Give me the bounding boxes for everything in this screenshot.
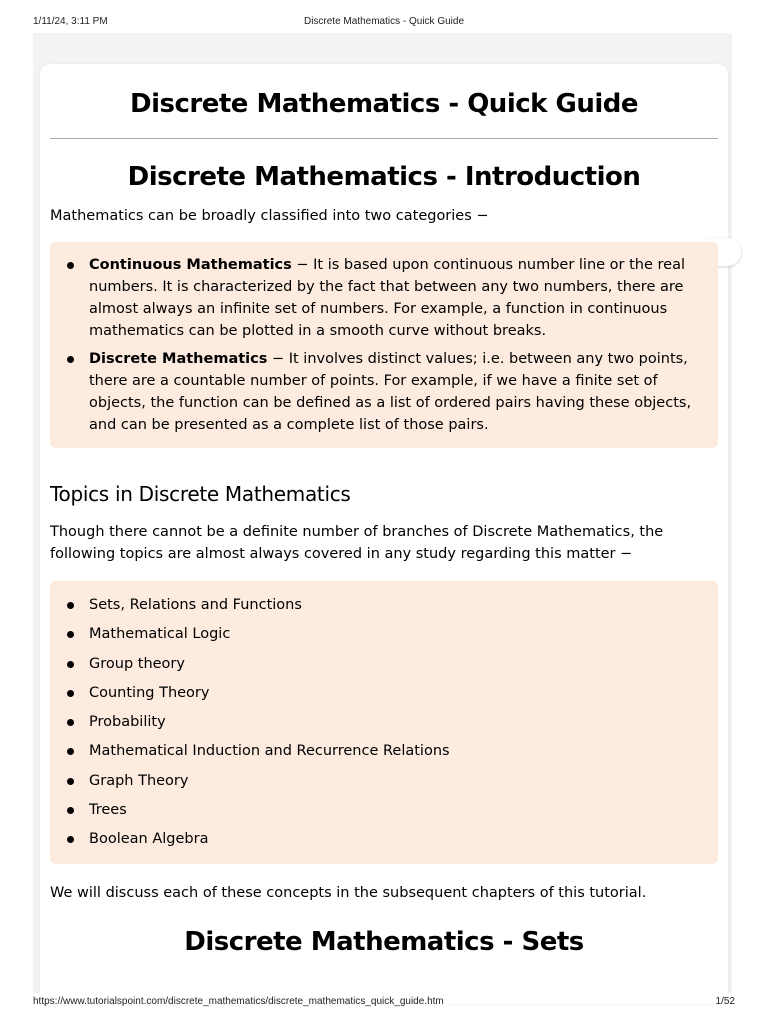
title-divider [50,138,718,139]
list-item: Graph Theory [66,770,698,792]
list-item: Mathematical Induction and Recurrence Relations [66,740,698,762]
list-item: Counting Theory [66,682,698,704]
categories-box [50,242,718,448]
print-date: 1/11/24, 3:11 PM [33,16,108,27]
category-description: − It involves distinct values; i.e. between any two points, there are a countable number of points. For example, if we have a finite set of objects, the function can be defined as a list of ordered pairs having these objects, and can be presented as a complete list of those pairs. [89,351,692,433]
article [50,64,718,960]
list-item: Sets, Relations and Functions [66,594,698,616]
print-url: https://www.tutorialspoint.com/discrete_mathematics/discrete_mathematics_quick_guide.htm [33,996,444,1007]
list-item: Probability [66,711,698,733]
categories-list [66,254,698,436]
topics-paragraph: Though there cannot be a definite number of branches of Discrete Mathematics, the following topics are almost always covered in any study regarding this matter − [50,524,664,562]
print-footer [33,996,735,1010]
list-item: Group theory [66,653,698,675]
intro-heading: Discrete Mathematics - Introduction [127,162,641,192]
list-item: Mathematical Logic [66,623,698,645]
page-title: Discrete Mathematics - Quick Guide [130,89,638,119]
closing-paragraph: We will discuss each of these concepts in the subsequent chapters of this tutorial. [50,885,647,902]
category-description: − It is based upon continuous number line or the real numbers. It is characterized by the fact that between any two numbers, there are almost always an infinite set of numbers. For example, a function in continuous mathematics can be plotted in a smooth curve without breaks. [89,257,685,339]
page-number: 1/52 [715,996,735,1007]
list-item: Boolean Algebra [66,828,698,850]
topics-heading: Topics in Discrete Mathematics [50,482,351,506]
list-item [66,348,698,436]
category-term: Continuous Mathematics [89,257,292,273]
topics-box [50,581,718,864]
topics-list [66,594,698,850]
list-item [66,254,698,342]
print-title: Discrete Mathematics - Quick Guide [303,16,465,27]
print-header [33,16,735,30]
sets-heading: Discrete Mathematics - Sets [184,927,584,958]
category-term: Discrete Mathematics [89,351,268,367]
intro-paragraph: Mathematics can be broadly classified into two categories − [50,208,489,224]
list-item: Trees [66,799,698,821]
